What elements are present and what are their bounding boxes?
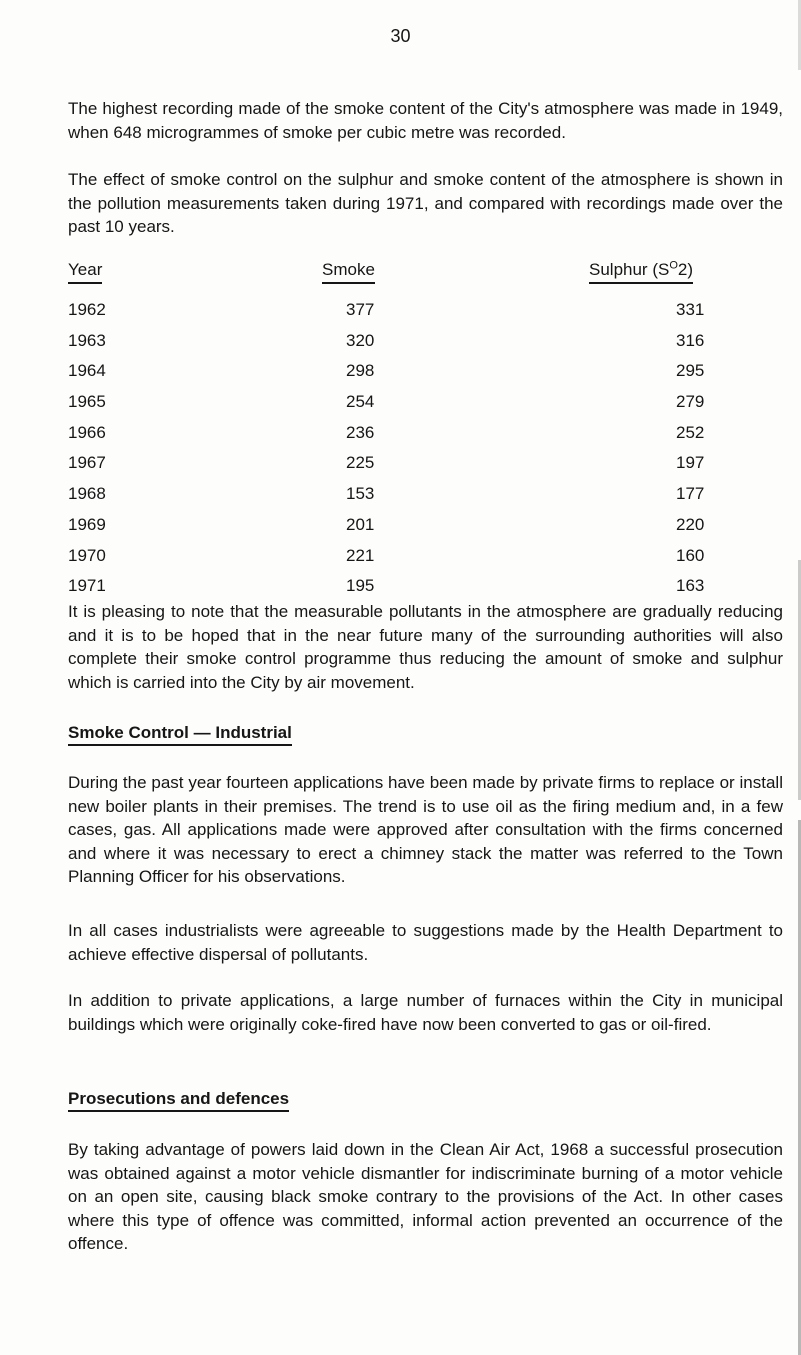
table-row [68,483,728,514]
pollution-table [68,259,728,606]
sulphur-cell: 316 [676,330,705,350]
column-header-year: Year [68,259,102,284]
table-header [68,259,728,293]
smoke-cell: 254 [346,392,375,412]
year-cell: 1971 [68,576,106,596]
paragraph-highest-recording: The highest recording made of the smoke content of the City's atmosphere was made in 1949, when 648 microgrammes of smoke per cubic metre was recorded. [68,99,783,142]
sulphur-cell: 252 [676,422,705,442]
sulphur-header-tail: 2) [677,260,694,279]
smoke-cell: 221 [346,545,375,565]
year-cell: 1965 [68,392,106,412]
heading-prosecutions: Prosecutions and defences [68,1089,289,1112]
sulphur-header-text: Sulphur (S [589,260,670,279]
smoke-cell: 320 [346,330,375,350]
year-cell: 1969 [68,514,106,534]
table-row [68,391,728,422]
year-cell: 1967 [68,453,106,473]
smoke-cell: 201 [346,514,375,534]
table-body [68,299,728,606]
table-row [68,299,728,330]
table-row [68,360,728,391]
paragraph-smoke-control-effect: The effect of smoke control on the sulphur and smoke content of the atmosphere is shown in the pollution measurements taken during 1971, and compared with recordings made over the past 10 years. [68,170,783,236]
table-row [68,422,728,453]
paragraph-municipal-furnaces: In addition to private applications, a large number of furnaces within the City in municipal buildings which were originally coke-fired have now been converted to gas or oil-fired. [68,991,783,1034]
sulphur-cell: 331 [676,300,705,319]
paragraph-pollutants-reducing: It is pleasing to note that the measurable pollutants in the atmosphere are gradually reducing and it is to be hoped that in the near future many of the surrounding authorities will also complete their smoke control programme thus reducing the amount of smoke and sulphur which is carried into the City by air movement. [68,602,783,692]
smoke-cell: 377 [346,300,375,319]
sulphur-cell: 197 [676,453,705,473]
smoke-cell: 195 [346,576,375,596]
sulphur-cell: 160 [676,545,705,565]
table-row [68,330,728,361]
smoke-cell: 225 [346,453,375,473]
year-cell: 1962 [68,300,106,319]
sulphur-cell: 163 [676,576,705,596]
paragraph-boiler-applications: During the past year fourteen applications have been made by private firms to replace or install new boiler plants in their premises. The trend is to use oil as the firing medium and, in a few cases, gas. All applications made were approved after consultation with the firms concerned and where it was necessary to erect a chimney stack the matter was referred to the Town Planning Officer for his observations. [68,773,783,886]
sulphur-cell: 279 [676,392,705,412]
column-header-sulphur [589,259,693,284]
smoke-cell: 236 [346,422,375,442]
table-row [68,545,728,576]
sulphur-cell: 295 [676,361,705,381]
sulphur-cell: 177 [676,484,705,504]
page-number: 30 [390,26,411,46]
sulphur-cell: 220 [676,514,705,534]
sulphur-header-superscript: O [669,259,678,272]
table-row [68,514,728,545]
year-cell: 1963 [68,330,106,350]
heading-smoke-control-industrial: Smoke Control — Industrial [68,723,292,746]
paragraph-industrialists-agreeable: In all cases industrialists were agreeable to suggestions made by the Health Department to achieve effective dispersal of pollutants. [68,921,783,964]
year-cell: 1968 [68,484,106,504]
smoke-cell: 153 [346,484,375,504]
year-cell: 1964 [68,361,106,381]
smoke-cell: 298 [346,361,375,381]
year-cell: 1966 [68,422,106,442]
column-header-smoke: Smoke [322,259,375,284]
table-row [68,452,728,483]
year-cell: 1970 [68,545,106,565]
paragraph-prosecution: By taking advantage of powers laid down in the Clean Air Act, 1968 a successful prosecution was obtained against a motor vehicle dismantler for indiscriminate burning of a motor vehicle on an open site, causing black smoke contrary to the provisions of the Act. In other cases where this type of offence was committed, informal action prevented an occurrence of the offence. [68,1140,783,1253]
